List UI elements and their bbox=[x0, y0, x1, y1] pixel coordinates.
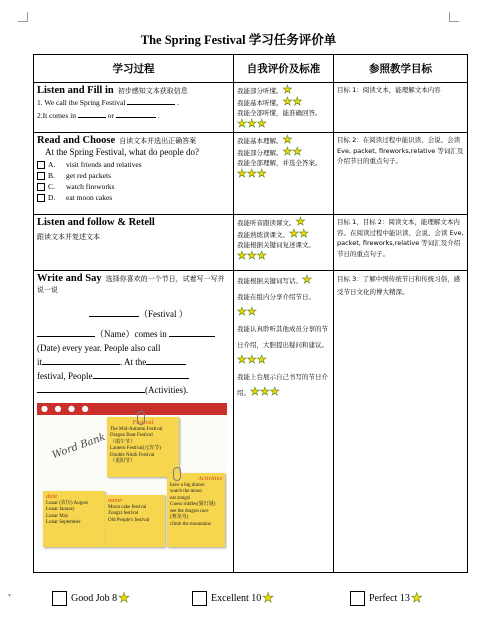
star-icon: ★★ bbox=[289, 226, 309, 240]
star-icon: ★ bbox=[282, 133, 293, 146]
answer-blank[interactable] bbox=[127, 96, 175, 105]
answer-blank[interactable] bbox=[37, 328, 95, 337]
note-heading: date bbox=[46, 493, 58, 500]
rating-label: Excellent 10 bbox=[211, 592, 262, 604]
question-text: At the Spring Festival, what do people do? bbox=[45, 147, 199, 157]
note-item: Old People's festival bbox=[108, 517, 150, 523]
star-icon: ★★ bbox=[282, 94, 303, 108]
option-a[interactable] bbox=[37, 159, 230, 170]
page-corner-mark-right bbox=[449, 12, 459, 22]
option-b[interactable] bbox=[37, 170, 230, 181]
fill-line-2 bbox=[37, 109, 230, 122]
answer-blank[interactable] bbox=[93, 370, 189, 379]
criterion bbox=[237, 217, 330, 229]
rating-good-job[interactable] bbox=[52, 590, 130, 606]
criterion bbox=[237, 240, 330, 262]
date-note-card bbox=[43, 491, 105, 547]
note-heading: Festival bbox=[132, 419, 154, 426]
write-line-name bbox=[37, 327, 230, 341]
checkbox[interactable] bbox=[37, 194, 45, 202]
criterion-text: 我能全部理解，并选全答案。 bbox=[237, 159, 322, 167]
fill-line-1: 1. We call the Spring Festival . bbox=[37, 98, 180, 107]
write-text: （Festival ） bbox=[139, 309, 188, 319]
answer-blank[interactable] bbox=[37, 384, 145, 393]
note-item: Zongzi festival bbox=[108, 511, 139, 516]
option-text: eat moon cakes bbox=[66, 193, 113, 202]
stage-note: 选择你喜欢的一个节日，试着写一写并说一说 bbox=[37, 275, 225, 294]
process-cell bbox=[34, 215, 234, 271]
note-item: Dragon Boat Festival bbox=[110, 433, 153, 438]
option-letter: C. bbox=[48, 182, 55, 191]
note-item: see the dragon race bbox=[170, 508, 209, 514]
stage-title bbox=[37, 135, 230, 146]
stage-label: Read and Choose bbox=[37, 135, 116, 146]
star-icon: ★ bbox=[410, 590, 423, 605]
fill-text: 1. We call the Spring Festival bbox=[37, 98, 126, 107]
activities-note-card bbox=[167, 473, 225, 547]
star-icon: ★★ bbox=[237, 305, 257, 318]
note-item: have a big dinner bbox=[170, 482, 205, 488]
page-corner-mark-left bbox=[18, 12, 28, 22]
option-text: get red packets bbox=[66, 171, 111, 180]
criterion-text: 我能根据关键词写话。 bbox=[237, 277, 302, 285]
word-bank-image bbox=[37, 403, 227, 551]
criterion-text: 我能在组内分享介绍节日。 bbox=[237, 293, 315, 301]
criteria-cell bbox=[234, 271, 334, 573]
criterion bbox=[237, 94, 330, 109]
note-heading: Activities bbox=[197, 475, 222, 482]
stage-title: Listen and follow & Retell bbox=[37, 217, 155, 228]
write-text: festival, People bbox=[37, 371, 93, 381]
criterion bbox=[237, 108, 330, 130]
note-item: (赛龙舟) bbox=[170, 515, 189, 520]
paperclip-icon bbox=[173, 467, 181, 481]
fill-text: . bbox=[157, 111, 160, 120]
paperclip-icon bbox=[137, 411, 145, 425]
criteria-cell bbox=[234, 83, 334, 133]
criterion-text: 我能熟练读课文。 bbox=[237, 230, 289, 239]
star-icon: ★★★ bbox=[237, 116, 267, 130]
table-row bbox=[34, 133, 468, 215]
criterion bbox=[237, 144, 330, 159]
criterion bbox=[237, 369, 330, 401]
table-row bbox=[34, 215, 468, 271]
criterion-text: 我能基本听懂。 bbox=[237, 98, 283, 107]
festival-note-card bbox=[107, 417, 179, 477]
answer-blank[interactable] bbox=[42, 356, 120, 365]
criterion bbox=[237, 273, 330, 289]
write-line-date: (Date) every year. People also call bbox=[37, 343, 161, 353]
option-c[interactable] bbox=[37, 181, 230, 192]
option-letter: D. bbox=[48, 193, 56, 202]
write-line-people bbox=[37, 369, 230, 383]
process-cell bbox=[34, 133, 234, 215]
stage-title bbox=[37, 85, 230, 96]
option-letter: A. bbox=[48, 160, 56, 169]
table-header-row bbox=[34, 55, 468, 83]
criterion bbox=[237, 289, 330, 321]
checkbox[interactable] bbox=[37, 161, 45, 169]
checkbox[interactable] bbox=[37, 183, 45, 191]
write-text: it bbox=[37, 357, 43, 367]
stage-note: 自读文本并选出正确答案 bbox=[119, 137, 197, 145]
star-icon: ★ bbox=[118, 590, 130, 605]
page-title: The Spring Festival 学习任务评价单 bbox=[140, 33, 337, 47]
answer-blank[interactable] bbox=[169, 328, 215, 337]
process-cell bbox=[34, 271, 234, 573]
write-text: . At the bbox=[120, 357, 147, 367]
checkbox[interactable] bbox=[37, 172, 45, 180]
criterion bbox=[237, 226, 330, 241]
star-icon: ★★★ bbox=[237, 353, 267, 366]
criteria-cell bbox=[234, 215, 334, 271]
decorative-dots: ● ● ● ● bbox=[41, 404, 91, 413]
criterion bbox=[237, 158, 330, 180]
header-learning-process: 学习过程 bbox=[34, 55, 234, 83]
star-icon: ★ bbox=[262, 590, 274, 605]
note-item: The Mid-Autumn Festival bbox=[110, 426, 163, 432]
fill-text: or bbox=[107, 111, 114, 120]
rating-checkbox[interactable] bbox=[192, 591, 207, 606]
note-item: （端午节） bbox=[110, 439, 136, 445]
rating-checkbox[interactable] bbox=[350, 591, 365, 606]
table-row bbox=[34, 271, 468, 573]
write-text: （Name）comes in bbox=[95, 329, 167, 339]
evaluation-table bbox=[33, 54, 468, 573]
name-note-card bbox=[105, 495, 165, 547]
star-icon: ★★★ bbox=[237, 248, 267, 262]
stage-title bbox=[37, 273, 230, 295]
note-item: Moon cake festival bbox=[108, 504, 147, 510]
criterion-text: 我能根据关键词复述课文。 bbox=[237, 241, 315, 249]
stage-note: 跟读文本并复述文本 bbox=[37, 233, 100, 241]
rating-label: Good Job 8 bbox=[71, 592, 118, 604]
fill-text: 2.It comes in bbox=[37, 111, 76, 120]
option-text: visit friends and relatives bbox=[66, 160, 142, 169]
goal-cell: 目标 3：了解中国传统节日和传统习俗，感受节日文化的博大精深。 bbox=[334, 271, 468, 573]
note-item: Guess riddles(猜灯谜) bbox=[170, 502, 216, 507]
note-item: watch the moon bbox=[170, 489, 202, 494]
note-item: eat zongzi bbox=[170, 495, 191, 501]
write-line-activities bbox=[37, 383, 230, 397]
goal-cell: 目标 1、目标 2：阅读文本，能理解文本内容。在阅读过程中能识读、会说、会读 Eve, packet, fireworks,relative 等词汇及介绍节日的重点句子。 bbox=[334, 215, 468, 271]
table-row bbox=[34, 83, 468, 133]
option-text: watch fireworks bbox=[66, 182, 115, 191]
star-icon: ★ bbox=[302, 273, 312, 286]
note-item: Lunar January bbox=[46, 507, 75, 512]
star-icon: ★★★ bbox=[250, 385, 280, 398]
note-item: Lantern Festival(元宵节) bbox=[110, 446, 161, 451]
note-item: Double Ninth Festival bbox=[110, 452, 155, 458]
rating-checkbox[interactable] bbox=[52, 591, 67, 606]
star-icon: ★ bbox=[282, 83, 293, 96]
option-d[interactable] bbox=[37, 192, 230, 203]
star-icon: ★★ bbox=[282, 144, 303, 158]
criteria-cell bbox=[234, 133, 334, 215]
note-item: Lunar September bbox=[46, 520, 81, 525]
criterion-text: 我能上台展示自己书写的节日介绍。 bbox=[237, 373, 328, 397]
star-icon: ★ bbox=[295, 215, 306, 228]
note-heading: name bbox=[108, 497, 123, 504]
stage-note: 初步感知文本获取信息 bbox=[117, 87, 188, 95]
answer-blank[interactable] bbox=[146, 356, 186, 365]
stage-label: Listen and Fill in bbox=[37, 85, 114, 96]
option-letter: B. bbox=[48, 171, 55, 180]
rating-excellent[interactable] bbox=[192, 590, 274, 606]
note-item: climb the mountains bbox=[170, 521, 211, 527]
criterion bbox=[237, 321, 330, 369]
goal-cell: 目标 1：阅读文本，能理解文本内容 bbox=[334, 83, 468, 133]
goal-cell: 目标 2：在阅读过程中能识读、会说、会读 Eve, packet, fireworks,relative 等词汇及介绍节日的重点句子。 bbox=[334, 133, 468, 215]
criterion-text: 我能认真聆听其他成员分享的节日介绍，大胆提出疑问和建议。 bbox=[237, 325, 328, 349]
answer-blank[interactable] bbox=[116, 109, 156, 118]
criterion-text: 我能部分听懂。 bbox=[237, 87, 283, 95]
criterion-text: 我能听音跟读课文。 bbox=[237, 219, 296, 227]
stage-label: Write and Say bbox=[37, 273, 102, 284]
header-self-evaluation: 自我评价及标准 bbox=[234, 55, 334, 83]
note-item: Lunar May bbox=[46, 513, 69, 519]
criterion-text: 我能基本理解。 bbox=[237, 137, 283, 145]
rating-label: Perfect 13 bbox=[369, 592, 410, 604]
margin-marker: ▾ bbox=[8, 593, 12, 599]
process-cell bbox=[34, 83, 234, 133]
answer-blank[interactable] bbox=[89, 308, 139, 317]
criterion-text: 我能部分理解。 bbox=[237, 148, 283, 157]
note-item: （重阳节） bbox=[110, 459, 136, 464]
word-bank-title: Word Bank bbox=[50, 431, 107, 462]
write-text: (Activities). bbox=[145, 385, 189, 395]
write-line-festival bbox=[37, 307, 230, 321]
rating-perfect[interactable] bbox=[350, 590, 422, 606]
header-teaching-goal: 参照教学目标 bbox=[334, 55, 468, 83]
answer-blank[interactable] bbox=[78, 109, 106, 118]
star-icon: ★★★ bbox=[237, 166, 267, 180]
write-line-it bbox=[37, 355, 230, 369]
criterion-text: 我能全部听懂，能准确回答。 bbox=[237, 109, 322, 117]
note-item: Lunar (农历) August bbox=[46, 500, 88, 506]
